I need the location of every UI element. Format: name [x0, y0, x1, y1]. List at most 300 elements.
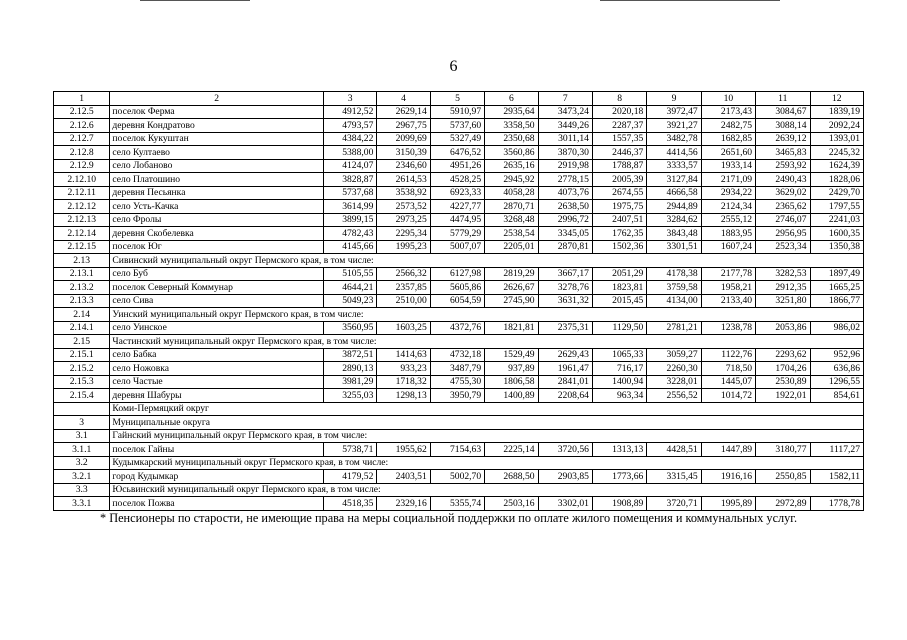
value-cell: 2593,92	[756, 159, 810, 173]
row-number-cell: 2.15.1	[54, 348, 110, 362]
row-number-cell: 2.12.14	[54, 227, 110, 241]
row-number-cell: 2.12.7	[54, 132, 110, 146]
section-title-cell: Частинский муниципальный округ Пермского края, в том числе:	[110, 335, 864, 349]
value-cell: 1238,78	[701, 321, 755, 335]
row-number-cell: 2.12.11	[54, 186, 110, 200]
value-cell: 1600,35	[810, 227, 864, 241]
value-cell: 1400,94	[592, 375, 646, 389]
section-row	[54, 308, 864, 322]
value-cell: 2510,00	[377, 294, 430, 308]
value-cell: 5105,55	[323, 267, 376, 281]
value-cell: 1065,33	[592, 348, 646, 362]
value-cell: 4518,35	[323, 497, 376, 511]
value-cell: 1682,85	[701, 132, 755, 146]
value-cell: 2945,92	[485, 173, 538, 187]
value-cell: 1400,89	[485, 389, 538, 403]
value-cell: 3302,01	[538, 497, 592, 511]
row-number-cell: 2.15.4	[54, 389, 110, 403]
section-number-cell: 3.2	[54, 456, 110, 470]
value-cell: 3268,48	[485, 213, 538, 227]
value-cell: 1414,63	[377, 348, 430, 362]
row-number-cell: 3.2.1	[54, 470, 110, 484]
value-cell: 2260,30	[647, 362, 701, 376]
value-cell: 1582,11	[810, 470, 864, 484]
value-cell: 1313,13	[592, 443, 646, 457]
section-row	[54, 429, 864, 443]
value-cell: 2870,71	[485, 200, 538, 214]
value-cell: 3950,79	[430, 389, 484, 403]
value-cell: 4528,25	[430, 173, 484, 187]
header-cell: 8	[592, 92, 646, 106]
value-cell: 1502,36	[592, 240, 646, 254]
value-cell: 3473,24	[538, 105, 592, 119]
value-cell: 3358,50	[485, 119, 538, 133]
value-cell: 2005,39	[592, 173, 646, 187]
value-cell: 5327,49	[430, 132, 484, 146]
locality-name-cell: село Сива	[110, 294, 324, 308]
table-row	[54, 213, 864, 227]
locality-name-cell: село Фролы	[110, 213, 324, 227]
value-cell: 6127,98	[430, 267, 484, 281]
value-cell: 2124,34	[701, 200, 755, 214]
value-cell: 1296,55	[810, 375, 864, 389]
value-cell: 3228,01	[647, 375, 701, 389]
locality-name-cell: село Култаево	[110, 146, 324, 160]
value-cell: 2934,22	[701, 186, 755, 200]
value-cell: 4793,57	[323, 119, 376, 133]
header-cell: 5	[430, 92, 484, 106]
value-cell: 3084,67	[756, 105, 810, 119]
value-cell: 2819,29	[485, 267, 538, 281]
value-cell: 2555,12	[701, 213, 755, 227]
table-row	[54, 132, 864, 146]
value-cell: 1806,58	[485, 375, 538, 389]
value-cell: 2523,34	[756, 240, 810, 254]
value-cell: 3843,48	[647, 227, 701, 241]
value-cell: 3482,78	[647, 132, 701, 146]
section-title-cell: Муниципальные округа	[110, 416, 864, 430]
value-cell: 5355,74	[430, 497, 484, 511]
section-number-cell: 2.13	[54, 254, 110, 268]
value-cell: 716,17	[592, 362, 646, 376]
table-row	[54, 294, 864, 308]
value-cell: 3972,47	[647, 105, 701, 119]
value-cell: 2944,89	[647, 200, 701, 214]
value-cell: 636,86	[810, 362, 864, 376]
section-number-cell	[54, 402, 110, 416]
table-row	[54, 240, 864, 254]
table-row	[54, 227, 864, 241]
value-cell: 4124,07	[323, 159, 376, 173]
value-cell: 3449,26	[538, 119, 592, 133]
value-cell: 2173,43	[701, 105, 755, 119]
header-cell: 6	[485, 92, 538, 106]
value-cell: 2357,85	[377, 281, 430, 295]
row-number-cell: 2.12.8	[54, 146, 110, 160]
value-cell: 1624,39	[810, 159, 864, 173]
value-cell: 1908,89	[592, 497, 646, 511]
value-cell: 7154,63	[430, 443, 484, 457]
locality-name-cell: поселок Пожва	[110, 497, 324, 511]
row-number-cell: 2.15.2	[54, 362, 110, 376]
locality-name-cell: село Лобаново	[110, 159, 324, 173]
value-cell: 3465,83	[756, 146, 810, 160]
section-row	[54, 483, 864, 497]
value-cell: 6054,59	[430, 294, 484, 308]
value-cell: 6923,33	[430, 186, 484, 200]
value-cell: 5007,07	[430, 240, 484, 254]
value-cell: 2538,54	[485, 227, 538, 241]
value-cell: 3301,51	[647, 240, 701, 254]
table-body	[54, 92, 864, 511]
table-row	[54, 497, 864, 511]
value-cell: 2638,50	[538, 200, 592, 214]
value-cell: 2841,01	[538, 375, 592, 389]
value-cell: 4666,58	[647, 186, 701, 200]
header-cell: 3	[323, 92, 376, 106]
row-number-cell: 2.12.12	[54, 200, 110, 214]
table-row	[54, 186, 864, 200]
value-cell: 2912,35	[756, 281, 810, 295]
value-cell: 3180,77	[756, 443, 810, 457]
value-cell: 2746,07	[756, 213, 810, 227]
value-cell: 2956,95	[756, 227, 810, 241]
row-number-cell: 2.14.1	[54, 321, 110, 335]
value-cell: 2133,40	[701, 294, 755, 308]
value-cell: 3251,80	[756, 294, 810, 308]
value-cell: 3315,45	[647, 470, 701, 484]
locality-name-cell: поселок Юг	[110, 240, 324, 254]
value-cell: 2778,15	[538, 173, 592, 187]
value-cell: 854,61	[810, 389, 864, 403]
value-cell: 4178,38	[647, 267, 701, 281]
locality-name-cell: село Платошино	[110, 173, 324, 187]
section-title-cell: Гайнский муниципальный округ Пермского края, в том числе:	[110, 429, 864, 443]
value-cell: 2973,25	[377, 213, 430, 227]
value-cell: 2573,52	[377, 200, 430, 214]
table-row	[54, 375, 864, 389]
value-cell: 3981,29	[323, 375, 376, 389]
section-number-cell: 2.14	[54, 308, 110, 322]
locality-name-cell: село Ножовка	[110, 362, 324, 376]
value-cell: 2674,55	[592, 186, 646, 200]
value-cell: 2482,75	[701, 119, 755, 133]
value-cell: 2225,14	[485, 443, 538, 457]
value-cell: 1607,24	[701, 240, 755, 254]
value-cell: 2614,53	[377, 173, 430, 187]
value-cell: 4644,21	[323, 281, 376, 295]
row-number-cell: 2.13.2	[54, 281, 110, 295]
value-cell: 2530,89	[756, 375, 810, 389]
section-title-cell: Коми-Пермяцкий округ	[110, 402, 864, 416]
value-cell: 3011,14	[538, 132, 592, 146]
table-row	[54, 173, 864, 187]
value-cell: 2350,68	[485, 132, 538, 146]
header-cell: 7	[538, 92, 592, 106]
value-cell: 1298,13	[377, 389, 430, 403]
value-cell: 2245,32	[810, 146, 864, 160]
value-cell: 2556,52	[647, 389, 701, 403]
value-cell: 4134,00	[647, 294, 701, 308]
section-number-cell: 2.15	[54, 335, 110, 349]
value-cell: 3150,39	[377, 146, 430, 160]
header-cell: 2	[110, 92, 324, 106]
header-cell: 1	[54, 92, 110, 106]
value-cell: 3759,58	[647, 281, 701, 295]
value-cell: 986,02	[810, 321, 864, 335]
value-cell: 1704,26	[756, 362, 810, 376]
section-title-cell: Сивинский муниципальный округ Пермского края, в том числе:	[110, 254, 864, 268]
value-cell: 2972,89	[756, 497, 810, 511]
value-cell: 2365,62	[756, 200, 810, 214]
value-cell: 2890,13	[323, 362, 376, 376]
value-cell: 4384,22	[323, 132, 376, 146]
locality-name-cell: село Частые	[110, 375, 324, 389]
header-cell: 12	[810, 92, 864, 106]
value-cell: 4474,95	[430, 213, 484, 227]
table-row	[54, 267, 864, 281]
section-number-cell: 3	[54, 416, 110, 430]
value-cell: 2635,16	[485, 159, 538, 173]
value-cell: 2490,43	[756, 173, 810, 187]
data-table	[53, 91, 864, 511]
value-cell: 2053,86	[756, 321, 810, 335]
table-row	[54, 200, 864, 214]
value-cell: 4145,66	[323, 240, 376, 254]
value-cell: 2241,03	[810, 213, 864, 227]
value-cell: 1718,32	[377, 375, 430, 389]
value-cell: 4179,52	[323, 470, 376, 484]
value-cell: 2745,90	[485, 294, 538, 308]
value-cell: 952,96	[810, 348, 864, 362]
value-cell: 3127,84	[647, 173, 701, 187]
value-cell: 5738,71	[323, 443, 376, 457]
section-number-cell: 3.1	[54, 429, 110, 443]
value-cell: 2967,75	[377, 119, 430, 133]
value-cell: 1883,95	[701, 227, 755, 241]
value-cell: 3899,15	[323, 213, 376, 227]
locality-name-cell: деревня Скобелевка	[110, 227, 324, 241]
value-cell: 2503,16	[485, 497, 538, 511]
table-row	[54, 159, 864, 173]
section-row	[54, 254, 864, 268]
value-cell: 2403,51	[377, 470, 430, 484]
row-number-cell: 2.13.1	[54, 267, 110, 281]
value-cell: 2295,34	[377, 227, 430, 241]
value-cell: 2639,12	[756, 132, 810, 146]
value-cell: 2208,64	[538, 389, 592, 403]
value-cell: 4073,76	[538, 186, 592, 200]
value-cell: 1839,19	[810, 105, 864, 119]
value-cell: 2566,32	[377, 267, 430, 281]
value-cell: 5049,23	[323, 294, 376, 308]
value-cell: 3828,87	[323, 173, 376, 187]
section-row	[54, 416, 864, 430]
value-cell: 5779,29	[430, 227, 484, 241]
value-cell: 1995,23	[377, 240, 430, 254]
value-cell: 4428,51	[647, 443, 701, 457]
value-cell: 1828,06	[810, 173, 864, 187]
value-cell: 4912,52	[323, 105, 376, 119]
value-cell: 718,50	[701, 362, 755, 376]
value-cell: 1129,50	[592, 321, 646, 335]
value-cell: 1922,01	[756, 389, 810, 403]
table-row	[54, 105, 864, 119]
value-cell: 2935,64	[485, 105, 538, 119]
value-cell: 1897,49	[810, 267, 864, 281]
value-cell: 2171,09	[701, 173, 755, 187]
value-cell: 5737,60	[430, 119, 484, 133]
value-cell: 3088,14	[756, 119, 810, 133]
value-cell: 2629,43	[538, 348, 592, 362]
value-cell: 1975,75	[592, 200, 646, 214]
row-number-cell: 2.12.6	[54, 119, 110, 133]
value-cell: 2781,21	[647, 321, 701, 335]
value-cell: 3282,53	[756, 267, 810, 281]
table-row	[54, 362, 864, 376]
value-cell: 5002,70	[430, 470, 484, 484]
value-cell: 2429,70	[810, 186, 864, 200]
value-cell: 1778,78	[810, 497, 864, 511]
value-cell: 1933,14	[701, 159, 755, 173]
value-cell: 1350,38	[810, 240, 864, 254]
locality-name-cell: поселок Северный Коммунар	[110, 281, 324, 295]
value-cell: 2346,60	[377, 159, 430, 173]
value-cell: 933,23	[377, 362, 430, 376]
value-cell: 2688,50	[485, 470, 538, 484]
row-number-cell: 2.13.3	[54, 294, 110, 308]
footnote: * Пенсионеры по старости, не имеющие права на меры социальной поддержки по оплате жилого помещения и коммунальных услуг.	[100, 511, 798, 525]
value-cell: 1788,87	[592, 159, 646, 173]
table-row	[54, 321, 864, 335]
value-cell: 4755,30	[430, 375, 484, 389]
value-cell: 3345,05	[538, 227, 592, 241]
value-cell: 2099,69	[377, 132, 430, 146]
locality-name-cell: село Бабка	[110, 348, 324, 362]
value-cell: 1961,47	[538, 362, 592, 376]
header-cell: 9	[647, 92, 701, 106]
row-number-cell: 2.15.3	[54, 375, 110, 389]
section-row	[54, 335, 864, 349]
row-number-cell: 2.12.10	[54, 173, 110, 187]
value-cell: 1122,76	[701, 348, 755, 362]
locality-name-cell: поселок Ферма	[110, 105, 324, 119]
row-number-cell: 2.12.15	[54, 240, 110, 254]
value-cell: 3059,27	[647, 348, 701, 362]
header-cell: 11	[756, 92, 810, 106]
value-cell: 5388,00	[323, 146, 376, 160]
value-cell: 2015,45	[592, 294, 646, 308]
value-cell: 1445,07	[701, 375, 755, 389]
value-cell: 4058,28	[485, 186, 538, 200]
value-cell: 1447,89	[701, 443, 755, 457]
locality-name-cell: деревня Песьянка	[110, 186, 324, 200]
value-cell: 3720,71	[647, 497, 701, 511]
value-cell: 1955,62	[377, 443, 430, 457]
locality-name-cell: деревня Кондратово	[110, 119, 324, 133]
value-cell: 5737,68	[323, 186, 376, 200]
value-cell: 4227,77	[430, 200, 484, 214]
value-cell: 5910,97	[430, 105, 484, 119]
value-cell: 3278,76	[538, 281, 592, 295]
value-cell: 2293,62	[756, 348, 810, 362]
top-rule-left	[140, 0, 250, 1]
row-number-cell: 2.12.9	[54, 159, 110, 173]
value-cell: 3870,30	[538, 146, 592, 160]
value-cell: 2626,67	[485, 281, 538, 295]
value-cell: 2205,01	[485, 240, 538, 254]
locality-name-cell: поселок Кукуштан	[110, 132, 324, 146]
value-cell: 2550,85	[756, 470, 810, 484]
value-cell: 1529,49	[485, 348, 538, 362]
locality-name-cell: деревня Шабуры	[110, 389, 324, 403]
value-cell: 3614,99	[323, 200, 376, 214]
section-number-cell: 3.3	[54, 483, 110, 497]
value-cell: 2287,37	[592, 119, 646, 133]
value-cell: 4372,76	[430, 321, 484, 335]
locality-name-cell: город Кудымкар	[110, 470, 324, 484]
value-cell: 2903,85	[538, 470, 592, 484]
value-cell: 2446,37	[592, 146, 646, 160]
value-cell: 1557,35	[592, 132, 646, 146]
section-title-cell: Кудымкарский муниципальный округ Пермского края, в том числе:	[110, 456, 864, 470]
row-number-cell: 3.3.1	[54, 497, 110, 511]
table-row	[54, 146, 864, 160]
locality-name-cell: поселок Гайны	[110, 443, 324, 457]
table-row	[54, 470, 864, 484]
value-cell: 3255,03	[323, 389, 376, 403]
value-cell: 5605,86	[430, 281, 484, 295]
section-title-cell: Юсьвинский муниципальный округ Пермского края, в том числе:	[110, 483, 864, 497]
value-cell: 4782,43	[323, 227, 376, 241]
table-row	[54, 348, 864, 362]
value-cell: 1823,81	[592, 281, 646, 295]
value-cell: 1014,72	[701, 389, 755, 403]
locality-name-cell: село Буб	[110, 267, 324, 281]
value-cell: 1762,35	[592, 227, 646, 241]
section-row	[54, 402, 864, 416]
value-cell: 3284,62	[647, 213, 701, 227]
value-cell: 3629,02	[756, 186, 810, 200]
value-cell: 1603,25	[377, 321, 430, 335]
value-cell: 2020,18	[592, 105, 646, 119]
value-cell: 1958,21	[701, 281, 755, 295]
value-cell: 4951,26	[430, 159, 484, 173]
value-cell: 3720,56	[538, 443, 592, 457]
value-cell: 3872,51	[323, 348, 376, 362]
value-cell: 1773,66	[592, 470, 646, 484]
top-rule-right	[600, 0, 780, 1]
value-cell: 3538,92	[377, 186, 430, 200]
value-cell: 937,89	[485, 362, 538, 376]
value-cell: 2651,60	[701, 146, 755, 160]
value-cell: 3487,79	[430, 362, 484, 376]
value-cell: 3560,86	[485, 146, 538, 160]
value-cell: 1821,81	[485, 321, 538, 335]
value-cell: 1665,25	[810, 281, 864, 295]
value-cell: 1797,55	[810, 200, 864, 214]
header-cell: 4	[377, 92, 430, 106]
page-number: 6	[449, 58, 458, 75]
section-title-cell: Уинский муниципальный округ Пермского края, в том числе:	[110, 308, 864, 322]
value-cell: 4732,18	[430, 348, 484, 362]
value-cell: 2092,24	[810, 119, 864, 133]
value-cell: 963,34	[592, 389, 646, 403]
value-cell: 1866,77	[810, 294, 864, 308]
value-cell: 1117,27	[810, 443, 864, 457]
value-cell: 1916,16	[701, 470, 755, 484]
value-cell: 2870,81	[538, 240, 592, 254]
